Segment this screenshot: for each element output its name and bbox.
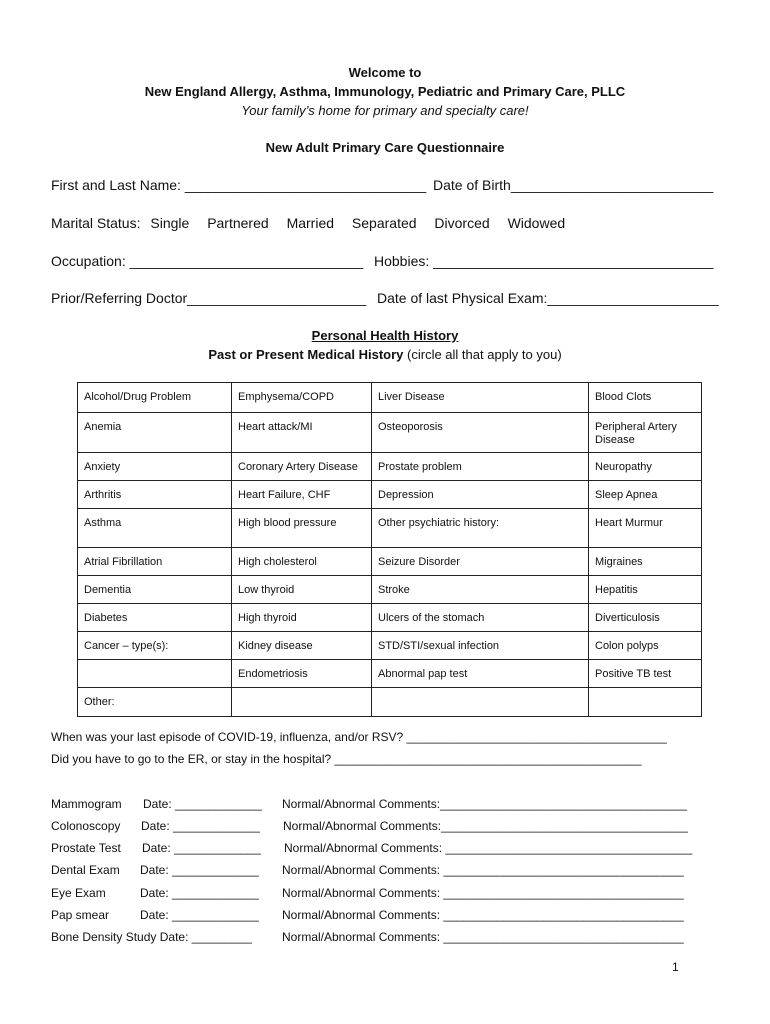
condition-cell[interactable]: Asthma	[78, 509, 232, 548]
condition-cell[interactable]: Stroke	[372, 576, 589, 604]
condition-cell[interactable]: Endometriosis	[232, 660, 372, 688]
condition-cell[interactable]: Other:	[78, 688, 232, 717]
dob-field[interactable]	[433, 177, 713, 193]
condition-cell[interactable]: Emphysema/COPD	[232, 383, 372, 413]
table-row	[78, 481, 702, 509]
exam-label: Mammogram	[51, 797, 122, 811]
history-title: Personal Health History	[311, 328, 459, 343]
table-row	[78, 660, 702, 688]
table-row	[78, 632, 702, 660]
condition-cell[interactable]: Depression	[372, 481, 589, 509]
doctor-label: Prior/Referring Doctor	[51, 290, 188, 306]
condition-cell[interactable]: Heart attack/MI	[232, 413, 372, 453]
exam-date[interactable]: Date: _____________	[140, 886, 259, 900]
condition-cell[interactable]: Blood Clots	[589, 383, 702, 413]
condition-cell[interactable]: Colon polyps	[589, 632, 702, 660]
table-row	[78, 688, 702, 717]
marital-option-separated[interactable]: Separated	[351, 215, 417, 231]
condition-cell[interactable]: Seizure Disorder	[372, 548, 589, 576]
condition-cell[interactable]: Atrial Fibrillation	[78, 548, 232, 576]
form-title: New Adult Primary Care Questionnaire	[265, 140, 505, 155]
table-row	[78, 453, 702, 481]
condition-cell[interactable]: Coronary Artery Disease	[232, 453, 372, 481]
table-row	[78, 509, 702, 548]
condition-cell[interactable]: High cholesterol	[232, 548, 372, 576]
marital-option-married[interactable]: Married	[286, 215, 335, 231]
condition-cell[interactable]: Anxiety	[78, 453, 232, 481]
name-field[interactable]	[51, 177, 426, 193]
table-row	[78, 413, 702, 453]
hobbies-label: Hobbies:	[374, 253, 430, 269]
occupation-field[interactable]	[51, 253, 363, 269]
exam-date[interactable]: Date: _____________	[141, 819, 260, 833]
exam-label[interactable]: Bone Density Study Date: _________	[51, 930, 252, 944]
dob-label: Date of Birth	[433, 177, 511, 193]
condition-cell[interactable]: Diabetes	[78, 604, 232, 632]
condition-cell[interactable]: Hepatitis	[589, 576, 702, 604]
doctor-blank[interactable]: _______________________	[187, 290, 367, 306]
condition-cell[interactable]: High blood pressure	[232, 509, 372, 548]
dob-blank[interactable]: __________________________	[510, 177, 714, 193]
exam-comments[interactable]: Normal/Abnormal Comments: ____________________________________	[282, 886, 684, 900]
medical-history-table	[77, 382, 702, 717]
occupation-label: Occupation:	[51, 253, 126, 269]
name-label: First and Last Name:	[51, 177, 181, 193]
exam-label: Pap smear	[51, 908, 110, 922]
condition-cell[interactable]: Positive TB test	[589, 660, 702, 688]
exam-label: Prostate Test	[51, 841, 121, 855]
condition-cell[interactable]: Low thyroid	[232, 576, 372, 604]
exam-date[interactable]: Date: _____________	[140, 863, 259, 877]
marital-option-widowed[interactable]: Widowed	[507, 215, 566, 231]
condition-cell[interactable]: Abnormal pap test	[372, 660, 589, 688]
condition-cell[interactable]: Prostate problem	[372, 453, 589, 481]
condition-cell[interactable]: Migraines	[589, 548, 702, 576]
question-respiratory-illness[interactable]: When was your last episode of COVID-19, influenza, and/or RSV? _______________________________________	[51, 730, 667, 744]
exam-comments[interactable]: Normal/Abnormal Comments:_____________________________________	[282, 797, 687, 811]
condition-cell[interactable]: Cancer – type(s):	[78, 632, 232, 660]
condition-cell[interactable]: Kidney disease	[232, 632, 372, 660]
last-physical-field[interactable]	[377, 290, 719, 306]
referring-doctor-field[interactable]	[51, 290, 366, 306]
exam-comments[interactable]: Normal/Abnormal Comments: _____________________________________	[284, 841, 693, 855]
table-row	[78, 576, 702, 604]
history-subtitle-note: (circle all that apply to you)	[407, 347, 562, 362]
physical-label: Date of last Physical Exam:	[377, 290, 548, 306]
exam-date[interactable]: Date: _____________	[140, 908, 259, 922]
condition-cell[interactable]: Diverticulosis	[589, 604, 702, 632]
condition-cell[interactable]: Anemia	[78, 413, 232, 453]
condition-cell[interactable]: Peripheral Artery Disease	[589, 413, 702, 453]
table-row	[78, 604, 702, 632]
practice-name: New England Allergy, Asthma, Immunology, Pediatric and Primary Care, PLLC	[144, 84, 626, 99]
exam-label: Eye Exam	[51, 886, 106, 900]
exam-comments[interactable]: Normal/Abnormal Comments: ____________________________________	[282, 908, 684, 922]
table-row	[78, 548, 702, 576]
condition-cell[interactable]: Sleep Apnea	[589, 481, 702, 509]
condition-cell[interactable]: Arthritis	[78, 481, 232, 509]
physical-blank[interactable]: ______________________	[547, 290, 719, 306]
marital-label: Marital Status:	[51, 215, 141, 231]
exam-label: Colonoscopy	[51, 819, 121, 833]
condition-cell[interactable]: Alcohol/Drug Problem	[78, 383, 232, 413]
welcome-text: Welcome to	[348, 65, 422, 80]
condition-cell[interactable]: STD/STI/sexual infection	[372, 632, 589, 660]
occupation-blank[interactable]: ______________________________	[129, 253, 364, 269]
exam-date[interactable]: Date: _____________	[142, 841, 261, 855]
page-number: 1	[672, 960, 679, 974]
name-blank[interactable]: _______________________________	[184, 177, 427, 193]
hobbies-field[interactable]	[374, 253, 713, 269]
history-subtitle-bold: Past or Present Medical History	[208, 347, 404, 362]
exam-label: Dental Exam	[51, 863, 120, 877]
condition-cell[interactable]	[589, 688, 702, 717]
condition-cell[interactable]: High thyroid	[232, 604, 372, 632]
condition-cell[interactable]: Heart Murmur	[589, 509, 702, 548]
history-subtitle	[0, 347, 770, 362]
condition-cell[interactable]: Osteoporosis	[372, 413, 589, 453]
condition-cell[interactable]: Neuropathy	[589, 453, 702, 481]
condition-cell[interactable]: Ulcers of the stomach	[372, 604, 589, 632]
condition-cell[interactable]: Liver Disease	[372, 383, 589, 413]
hobbies-blank[interactable]: ____________________________________	[433, 253, 714, 269]
tagline: Your family’s home for primary and specialty care!	[241, 103, 529, 118]
question-hospital-stay[interactable]: Did you have to go to the ER, or stay in the hospital? ______________________________________________	[51, 752, 642, 766]
exam-comments[interactable]: Normal/Abnormal Comments: ____________________________________	[282, 930, 684, 944]
condition-cell[interactable]: Heart Failure, CHF	[232, 481, 372, 509]
exam-comments[interactable]: Normal/Abnormal Comments: ____________________________________	[282, 863, 684, 877]
condition-cell[interactable]	[232, 688, 372, 717]
table-row	[78, 383, 702, 413]
marital-option-partnered[interactable]: Partnered	[207, 215, 269, 231]
condition-cell[interactable]: Other psychiatric history:	[372, 509, 589, 548]
condition-cell[interactable]: Dementia	[78, 576, 232, 604]
condition-cell[interactable]	[372, 688, 589, 717]
exam-date[interactable]: Date: _____________	[143, 797, 262, 811]
marital-option-single[interactable]: Single	[150, 215, 190, 231]
marital-status-row	[51, 215, 565, 231]
condition-cell[interactable]	[78, 660, 232, 688]
exam-comments[interactable]: Normal/Abnormal Comments:_____________________________________	[283, 819, 688, 833]
marital-option-divorced[interactable]: Divorced	[434, 215, 490, 231]
